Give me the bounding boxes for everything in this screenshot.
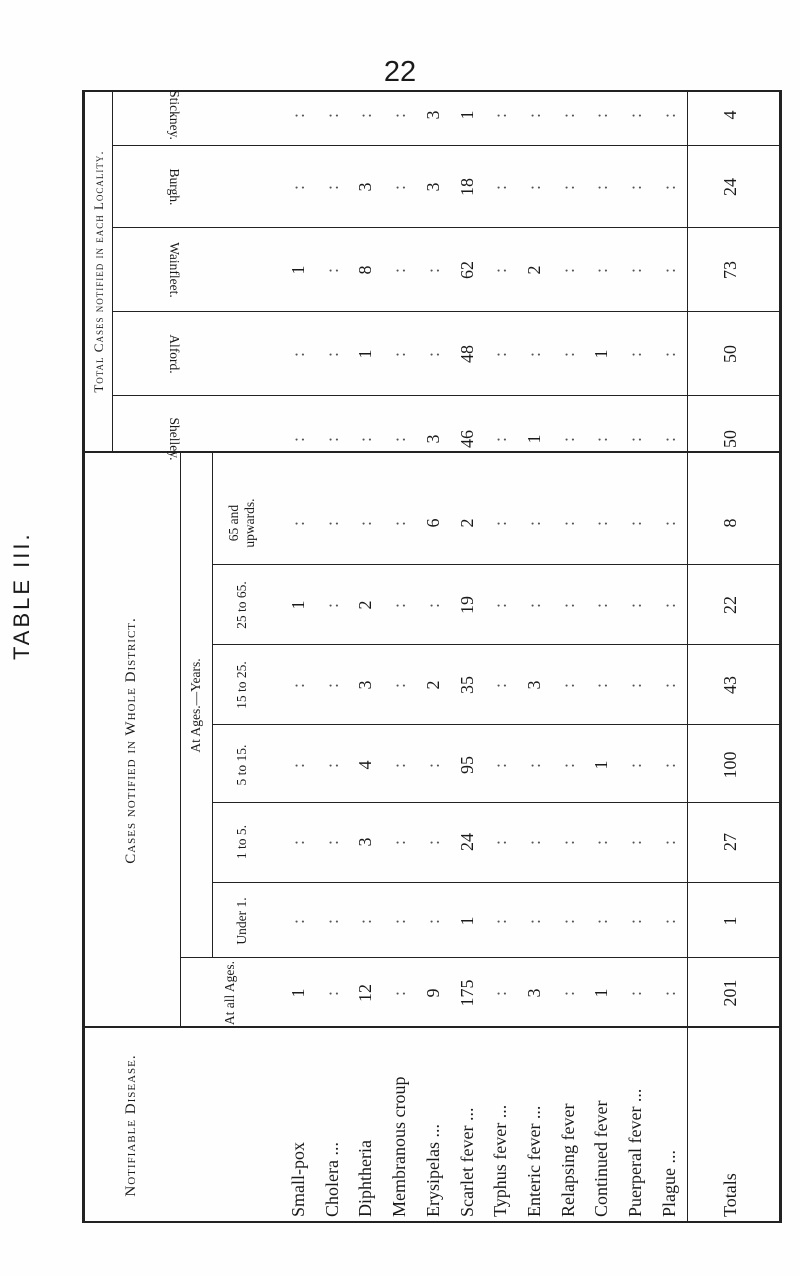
- age-cell: :: [288, 839, 308, 846]
- age-cell: 2: [355, 600, 375, 610]
- age-cell: :: [558, 762, 578, 769]
- locality-cell: :: [558, 184, 578, 191]
- age-cell: :: [423, 839, 443, 846]
- age-cell: :: [591, 520, 611, 527]
- locality-cell: :: [322, 184, 342, 191]
- locality-cell: 8: [355, 265, 375, 275]
- locality-header-1: Alford.: [167, 334, 182, 374]
- age-cell: :: [322, 762, 342, 769]
- totals-label: Totals: [720, 1173, 740, 1217]
- locality-header-0: Shelley.: [167, 417, 182, 461]
- age-cell: :: [389, 602, 409, 609]
- all-ages-cell: 12: [355, 984, 375, 1002]
- age-cell: :: [490, 839, 510, 846]
- age-cell: 35: [457, 676, 477, 694]
- totals-locality-cell: 50: [720, 345, 740, 363]
- age-cell: 1: [288, 600, 308, 610]
- age-cell: 19: [457, 596, 477, 614]
- locality-cell: :: [322, 351, 342, 358]
- age-cell: :: [524, 520, 544, 527]
- col-divider-loc-0: [112, 395, 782, 396]
- age-cell: :: [423, 762, 443, 769]
- age-cell: 6: [423, 518, 443, 528]
- locality-cell: :: [558, 436, 578, 443]
- age-cell: :: [524, 839, 544, 846]
- disease-name: Scarlet fever ...: [457, 1107, 477, 1217]
- locality-cell: 2: [524, 265, 544, 275]
- totals-locality-cell: 73: [720, 261, 740, 279]
- locality-cell: 48: [457, 345, 477, 363]
- locality-cell: :: [288, 112, 308, 119]
- locality-cell: 3: [423, 434, 443, 444]
- age-cell: :: [322, 682, 342, 689]
- age-cell: :: [288, 918, 308, 925]
- totals-locality-cell: 24: [720, 178, 740, 196]
- age-cell: :: [389, 682, 409, 689]
- all-ages-cell: :: [659, 990, 679, 997]
- locality-cell: :: [389, 436, 409, 443]
- age-group-header-4: 25 to 65.: [234, 581, 250, 629]
- age-cell: :: [490, 762, 510, 769]
- locality-cell: :: [389, 184, 409, 191]
- age-cell: :: [625, 918, 645, 925]
- locality-cell: :: [625, 184, 645, 191]
- locality-cell: :: [288, 184, 308, 191]
- age-cell: :: [490, 682, 510, 689]
- age-cell: :: [389, 762, 409, 769]
- locality-cell: 3: [423, 110, 443, 120]
- age-cell: :: [558, 520, 578, 527]
- locality-cell: 1: [457, 110, 477, 120]
- disease-name: Puerperal fever ...: [625, 1088, 645, 1217]
- locality-cell: :: [659, 351, 679, 358]
- locality-cell: :: [659, 112, 679, 119]
- disease-name: Relapsing fever: [558, 1103, 578, 1217]
- disease-name: Cholera ...: [322, 1142, 342, 1217]
- age-cell: :: [659, 520, 679, 527]
- age-cell: 3: [524, 680, 544, 690]
- locality-cell: :: [524, 184, 544, 191]
- age-cell: :: [591, 602, 611, 609]
- locality-header-4: Stickney.: [167, 90, 182, 140]
- age-cell: :: [659, 839, 679, 846]
- age-cell: 95: [457, 756, 477, 774]
- all-ages-cell: :: [558, 990, 578, 997]
- locality-cell: :: [322, 436, 342, 443]
- age-cell: :: [558, 682, 578, 689]
- locality-cell: 1: [288, 265, 308, 275]
- disease-name: Small-pox: [288, 1142, 308, 1217]
- locality-cell: :: [558, 351, 578, 358]
- locality-cell: :: [591, 184, 611, 191]
- age-cell: :: [355, 918, 375, 925]
- locality-cell: :: [490, 184, 510, 191]
- locality-cell: 46: [457, 430, 477, 448]
- table-frame: [82, 90, 782, 1223]
- disease-name: Diphtheria: [355, 1140, 375, 1217]
- locality-cell: :: [389, 351, 409, 358]
- locality-cell: :: [355, 436, 375, 443]
- age-cell: :: [659, 918, 679, 925]
- locality-header-2: Wainfleet.: [167, 242, 182, 298]
- age-cell: 1: [457, 916, 477, 926]
- locality-cell: 3: [423, 182, 443, 192]
- locality-cell: :: [591, 112, 611, 119]
- locality-cell: :: [322, 267, 342, 274]
- age-cell: :: [288, 762, 308, 769]
- disease-name: Plague ...: [659, 1150, 679, 1217]
- all-ages-cell: 175: [457, 979, 477, 1007]
- all-ages-cell: 9: [423, 988, 443, 998]
- age-cell: :: [389, 520, 409, 527]
- age-cell: :: [322, 602, 342, 609]
- age-cell: 24: [457, 833, 477, 851]
- age-cell: :: [524, 762, 544, 769]
- locality-cell: 18: [457, 178, 477, 196]
- age-cell: 4: [355, 760, 375, 770]
- hline-totals: [687, 90, 688, 1028]
- totals-age-cell: 1: [720, 916, 740, 926]
- locality-cell: 1: [524, 434, 544, 444]
- age-cell: :: [659, 602, 679, 609]
- totals-age-cell: 43: [720, 676, 740, 694]
- hline-totals-label: [687, 1028, 688, 1223]
- age-cell: 3: [355, 680, 375, 690]
- age-cell: :: [490, 918, 510, 925]
- all-ages-cell: 1: [288, 988, 308, 998]
- age-cell: :: [625, 839, 645, 846]
- all-ages-cell: 1: [591, 988, 611, 998]
- age-cell: :: [389, 918, 409, 925]
- locality-cell: :: [288, 351, 308, 358]
- locality-cell: :: [490, 351, 510, 358]
- age-cell: :: [423, 602, 443, 609]
- age-cell: :: [591, 682, 611, 689]
- disease-name: Continued fever: [591, 1100, 611, 1217]
- age-cell: :: [625, 762, 645, 769]
- disease-name: Enteric fever ...: [524, 1105, 544, 1217]
- age-cell: :: [625, 682, 645, 689]
- locality-cell: :: [591, 436, 611, 443]
- page-number: 22: [383, 56, 417, 88]
- age-cell: 1: [591, 760, 611, 770]
- all-ages-cell: :: [389, 990, 409, 997]
- age-cell: :: [625, 602, 645, 609]
- locality-cell: :: [389, 267, 409, 274]
- disease-name: Typhus fever ...: [490, 1104, 510, 1217]
- locality-cell: :: [625, 436, 645, 443]
- locality-cell: :: [591, 267, 611, 274]
- age-group-header-5: 65 and upwards.: [226, 498, 257, 548]
- age-cell: :: [591, 839, 611, 846]
- age-cell: :: [524, 918, 544, 925]
- at-all-ages-header: At all Ages.: [222, 960, 238, 1026]
- disease-name: Erysipelas ...: [423, 1124, 443, 1217]
- totals-age-cell: 100: [720, 751, 740, 779]
- table-border-bottom: [779, 90, 782, 1223]
- locality-cell: :: [423, 267, 443, 274]
- table-title: TABLE III.: [9, 531, 34, 660]
- age-group-header-3: 15 to 25.: [234, 661, 250, 709]
- age-cell: :: [322, 918, 342, 925]
- age-cell: :: [524, 602, 544, 609]
- totals-locality-cell: 4: [720, 110, 740, 120]
- totals-age-cell: 27: [720, 833, 740, 851]
- locality-cell: :: [423, 351, 443, 358]
- age-cell: :: [625, 520, 645, 527]
- locality-cell: :: [558, 112, 578, 119]
- locality-cell: 3: [355, 182, 375, 192]
- age-cell: 2: [423, 680, 443, 690]
- locality-cell: :: [659, 267, 679, 274]
- age-group-header-0: Under 1.: [234, 897, 250, 945]
- age-cell: :: [490, 602, 510, 609]
- age-cell: :: [322, 520, 342, 527]
- disease-name: Membranous croup: [389, 1076, 409, 1217]
- locality-cell: :: [490, 436, 510, 443]
- all-ages-cell: :: [625, 990, 645, 997]
- locality-cell: :: [625, 112, 645, 119]
- all-ages-cell: :: [490, 990, 510, 997]
- locality-cell: 1: [591, 349, 611, 359]
- totals-locality-cell: 50: [720, 430, 740, 448]
- all-ages-cell: :: [322, 990, 342, 997]
- locality-cell: :: [322, 112, 342, 119]
- locality-cell: :: [288, 436, 308, 443]
- notifiable-disease-header: Notifiable Disease.: [123, 1054, 140, 1197]
- age-group-header-2: 5 to 15.: [234, 744, 250, 786]
- locality-header-3: Burgh.: [167, 168, 182, 206]
- locality-cell: 1: [355, 349, 375, 359]
- locality-cell: :: [490, 112, 510, 119]
- age-cell: :: [558, 918, 578, 925]
- age-cell: 2: [457, 518, 477, 528]
- cases-whole-district-header: Cases notified in Whole District.: [123, 617, 140, 864]
- col-divider-loc-2: [112, 227, 782, 228]
- locality-cell: :: [625, 267, 645, 274]
- at-ages-years-header: At Ages.—Years.: [188, 658, 204, 753]
- age-cell: :: [355, 520, 375, 527]
- col-divider-loc-1: [112, 311, 782, 312]
- locality-cell: :: [355, 112, 375, 119]
- age-cell: :: [322, 839, 342, 846]
- age-cell: :: [558, 839, 578, 846]
- locality-cell: :: [490, 267, 510, 274]
- locality-cell: :: [558, 267, 578, 274]
- locality-cell: :: [524, 351, 544, 358]
- age-cell: :: [288, 520, 308, 527]
- age-cell: :: [591, 918, 611, 925]
- age-cell: :: [423, 918, 443, 925]
- locality-cell: :: [659, 184, 679, 191]
- locality-cell: 62: [457, 261, 477, 279]
- age-cell: 3: [355, 837, 375, 847]
- locality-cell: :: [625, 351, 645, 358]
- age-cell: :: [389, 839, 409, 846]
- locality-cell: :: [524, 112, 544, 119]
- totals-all-ages: 201: [720, 979, 740, 1007]
- all-ages-cell: 3: [524, 988, 544, 998]
- age-group-header-1: 1 to 5.: [234, 824, 250, 860]
- age-cell: :: [558, 602, 578, 609]
- table-rotated: [82, 90, 782, 1223]
- locality-cell: :: [389, 112, 409, 119]
- table-border-left: [82, 1221, 782, 1223]
- age-cell: :: [659, 682, 679, 689]
- total-cases-locality-header: Total Cases notified in each Locality.: [90, 150, 106, 393]
- age-cell: :: [659, 762, 679, 769]
- totals-age-cell: 22: [720, 596, 740, 614]
- locality-cell: :: [659, 436, 679, 443]
- totals-age-cell: 8: [720, 518, 740, 528]
- age-cell: :: [288, 682, 308, 689]
- age-cell: :: [490, 520, 510, 527]
